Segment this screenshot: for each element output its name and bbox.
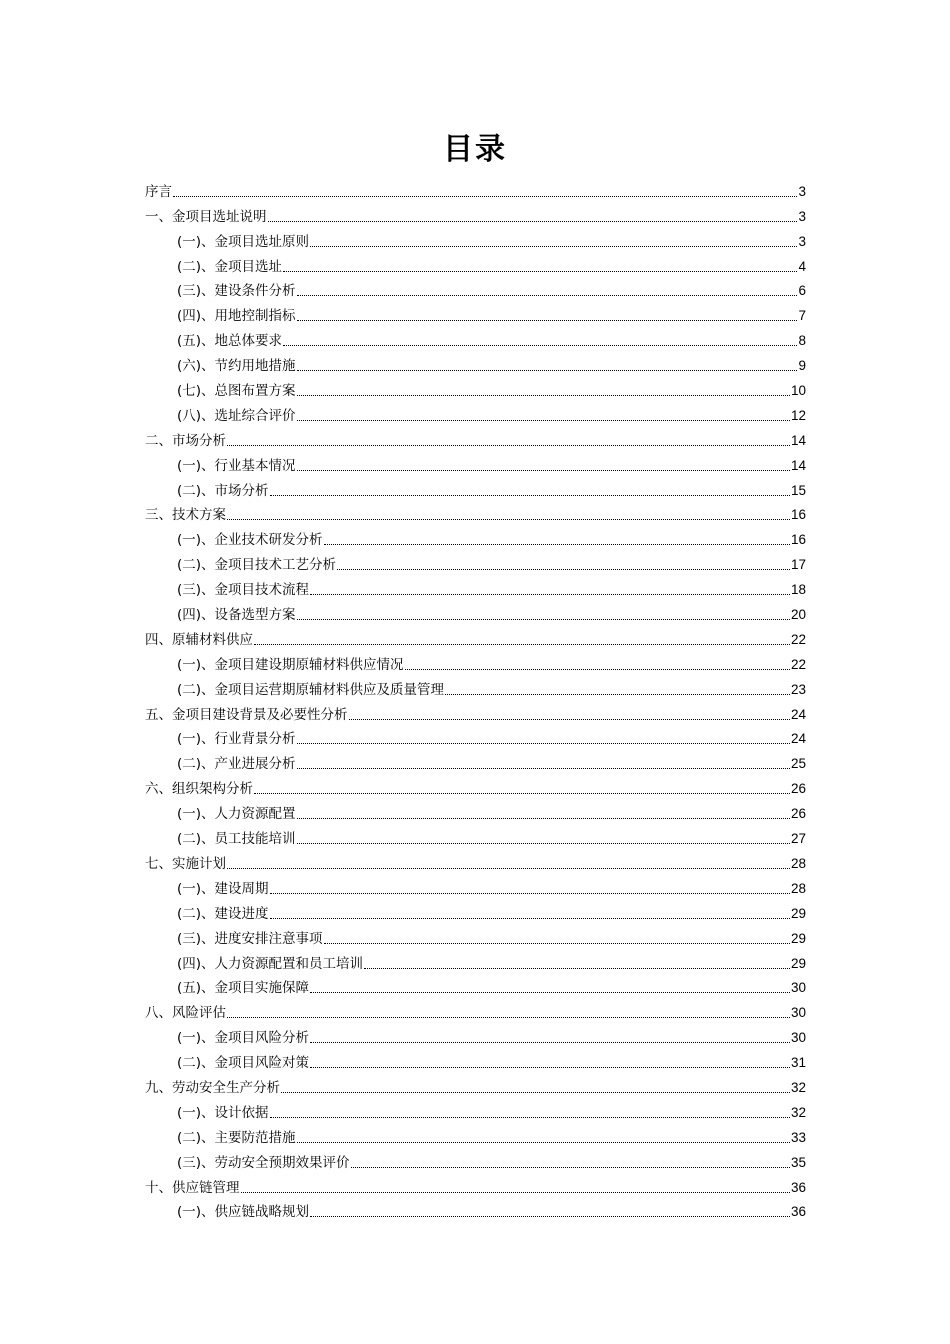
- toc-entry-label: (一)、行业基本情况: [177, 457, 296, 474]
- toc-entry-page-number: 20: [790, 607, 806, 623]
- dot-leader: [254, 644, 790, 645]
- toc-entry[interactable]: [145, 574, 806, 599]
- toc-entry[interactable]: [145, 1072, 806, 1097]
- toc-entry[interactable]: [145, 624, 806, 649]
- toc-entry-page-number: 32: [790, 1104, 806, 1120]
- toc-entry[interactable]: [145, 475, 806, 500]
- toc-entry[interactable]: [145, 1022, 806, 1047]
- dot-leader: [227, 445, 790, 446]
- toc-entry-label: (一)、建设周期: [177, 880, 269, 897]
- dot-leader: [405, 669, 790, 670]
- toc-entry[interactable]: [145, 1147, 806, 1172]
- dot-leader: [310, 246, 797, 247]
- toc-entry-page-number: 12: [790, 407, 806, 423]
- toc-entry[interactable]: [145, 450, 806, 475]
- toc-entry[interactable]: [145, 873, 806, 898]
- dot-leader: [283, 345, 797, 346]
- dot-leader: [270, 495, 790, 496]
- toc-entry-label: (四)、用地控制指标: [177, 308, 296, 325]
- toc-entry-page-number: 32: [790, 1079, 806, 1095]
- toc-entry-label: (一)、金项目建设期原辅材料供应情况: [177, 656, 404, 673]
- dot-leader: [283, 271, 797, 272]
- toc-entry-label: (一)、行业背景分析: [177, 731, 296, 748]
- toc-entry-page-number: 25: [790, 756, 806, 772]
- dot-leader: [297, 1142, 790, 1143]
- toc-entry-page-number: 28: [790, 855, 806, 871]
- dot-leader: [445, 694, 790, 695]
- toc-entry-label: 四、原辅材料供应: [145, 631, 253, 648]
- toc-entry[interactable]: [145, 973, 806, 998]
- dot-leader: [297, 743, 790, 744]
- toc-entry-page-number: 14: [790, 432, 806, 448]
- toc-entry-page-number: 3: [798, 208, 806, 224]
- toc-entry[interactable]: [145, 1172, 806, 1197]
- dot-leader: [310, 1216, 790, 1217]
- toc-entry-label: (二)、金项目运营期原辅材料供应及质量管理: [177, 681, 445, 698]
- table-of-contents: [145, 176, 806, 1221]
- toc-entry-page-number: 4: [798, 258, 806, 274]
- toc-entry-page-number: 3: [798, 183, 806, 199]
- dot-leader: [310, 594, 790, 595]
- dot-leader: [227, 1017, 790, 1018]
- toc-entry-label: (三)、建设条件分析: [177, 283, 296, 300]
- toc-entry-label: (一)、金项目风险分析: [177, 1030, 310, 1047]
- toc-entry[interactable]: [145, 599, 806, 624]
- toc-entry-label: 五、金项目建设背景及必要性分析: [145, 706, 348, 723]
- toc-entry[interactable]: [145, 425, 806, 450]
- toc-entry-label: (二)、金项目选址: [177, 258, 283, 275]
- toc-entry-label: (一)、金项目选址原则: [177, 233, 310, 250]
- toc-entry-page-number: 29: [790, 930, 806, 946]
- toc-entry-label: 一、金项目选址说明: [145, 208, 267, 225]
- toc-entry[interactable]: [145, 724, 806, 749]
- toc-entry[interactable]: [145, 176, 806, 201]
- toc-entry-label: (二)、产业进展分析: [177, 756, 296, 773]
- toc-entry[interactable]: [145, 674, 806, 699]
- dot-leader: [297, 320, 798, 321]
- toc-entry-label: (二)、主要防范措施: [177, 1129, 296, 1146]
- toc-entry[interactable]: [145, 251, 806, 276]
- dot-leader: [310, 1042, 790, 1043]
- dot-leader: [227, 519, 790, 520]
- toc-entry-label: (二)、员工技能培训: [177, 831, 296, 848]
- toc-entry[interactable]: [145, 400, 806, 425]
- toc-entry[interactable]: [145, 823, 806, 848]
- toc-entry-label: 八、风险评估: [145, 1005, 226, 1022]
- toc-entry-page-number: 24: [790, 706, 806, 722]
- toc-entry-label: (五)、地总体要求: [177, 333, 283, 350]
- toc-entry[interactable]: [145, 848, 806, 873]
- dot-leader: [270, 918, 790, 919]
- toc-entry-page-number: 30: [790, 1030, 806, 1046]
- toc-entry-page-number: 18: [790, 582, 806, 598]
- toc-entry-page-number: 24: [790, 731, 806, 747]
- toc-entry[interactable]: [145, 375, 806, 400]
- toc-entry-page-number: 26: [790, 781, 806, 797]
- dot-leader: [297, 843, 790, 844]
- toc-entry-label: (一)、供应链战略规划: [177, 1204, 310, 1221]
- toc-entry[interactable]: [145, 226, 806, 251]
- toc-entry-page-number: 16: [790, 532, 806, 548]
- toc-entry[interactable]: [145, 1097, 806, 1122]
- dot-leader: [297, 470, 790, 471]
- toc-entry-label: 九、劳动安全生产分析: [145, 1079, 280, 1096]
- toc-entry-page-number: 30: [790, 1005, 806, 1021]
- toc-entry-label: (五)、金项目实施保障: [177, 980, 310, 997]
- toc-entry-label: 六、组织架构分析: [145, 781, 253, 798]
- dot-leader: [270, 1117, 790, 1118]
- toc-entry[interactable]: [145, 798, 806, 823]
- toc-entry-label: (七)、总图布置方案: [177, 383, 296, 400]
- toc-entry-page-number: 27: [790, 831, 806, 847]
- dot-leader: [241, 1192, 790, 1193]
- toc-entry-label: (三)、劳动安全预期效果评价: [177, 1154, 350, 1171]
- toc-entry[interactable]: [145, 1197, 806, 1222]
- toc-entry-label: (三)、进度安排注意事项: [177, 930, 323, 947]
- toc-entry[interactable]: [145, 699, 806, 724]
- dot-leader: [364, 968, 790, 969]
- toc-entry-page-number: 9: [798, 358, 806, 374]
- toc-entry[interactable]: [145, 1122, 806, 1147]
- toc-entry-page-number: 8: [798, 333, 806, 349]
- dot-leader: [297, 295, 798, 296]
- toc-entry-page-number: 31: [790, 1055, 806, 1071]
- dot-leader: [281, 1092, 790, 1093]
- toc-entry[interactable]: [145, 997, 806, 1022]
- toc-entry-page-number: 15: [790, 482, 806, 498]
- toc-entry-page-number: 16: [790, 507, 806, 523]
- dot-leader: [297, 768, 790, 769]
- toc-entry-page-number: 29: [790, 905, 806, 921]
- toc-entry[interactable]: [145, 300, 806, 325]
- dot-leader: [227, 868, 790, 869]
- toc-entry-page-number: 28: [790, 880, 806, 896]
- dot-leader: [297, 619, 790, 620]
- dot-leader: [254, 793, 790, 794]
- toc-entry[interactable]: [145, 773, 806, 798]
- toc-entry-page-number: 29: [790, 955, 806, 971]
- toc-entry-page-number: 23: [790, 681, 806, 697]
- toc-entry[interactable]: [145, 350, 806, 375]
- dot-leader: [297, 395, 790, 396]
- toc-entry[interactable]: [145, 1047, 806, 1072]
- toc-entry[interactable]: [145, 549, 806, 574]
- toc-entry-page-number: 10: [790, 383, 806, 399]
- page-title: 目录: [443, 132, 507, 167]
- toc-entry[interactable]: [145, 201, 806, 226]
- toc-entry-label: (二)、金项目技术工艺分析: [177, 557, 337, 574]
- toc-entry-page-number: 26: [790, 806, 806, 822]
- toc-entry-label: (二)、建设进度: [177, 905, 269, 922]
- dot-leader: [173, 196, 797, 197]
- toc-entry-label: (一)、设计依据: [177, 1104, 269, 1121]
- dot-leader: [324, 943, 790, 944]
- toc-entry-page-number: 36: [790, 1204, 806, 1220]
- toc-entry-label: (一)、企业技术研发分析: [177, 532, 323, 549]
- toc-entry-page-number: 17: [790, 557, 806, 573]
- toc-entry-label: 二、市场分析: [145, 432, 226, 449]
- toc-entry-label: (四)、人力资源配置和员工培训: [177, 955, 364, 972]
- toc-entry-page-number: 3: [798, 233, 806, 249]
- toc-entry-label: 七、实施计划: [145, 855, 226, 872]
- toc-entry[interactable]: [145, 898, 806, 923]
- dot-leader: [270, 893, 790, 894]
- toc-entry-page-number: 33: [790, 1129, 806, 1145]
- toc-entry-label: (八)、选址综合评价: [177, 407, 296, 424]
- toc-entry[interactable]: [145, 325, 806, 350]
- toc-entry-label: (一)、人力资源配置: [177, 806, 296, 823]
- dot-leader: [297, 420, 790, 421]
- toc-entry-page-number: 22: [790, 631, 806, 647]
- dot-leader: [337, 569, 790, 570]
- toc-entry-label: 序言: [145, 183, 172, 200]
- dot-leader: [351, 1167, 790, 1168]
- toc-entry-label: (二)、市场分析: [177, 482, 269, 499]
- dot-leader: [268, 221, 798, 222]
- toc-entry-page-number: 22: [790, 656, 806, 672]
- toc-entry-page-number: 36: [790, 1179, 806, 1195]
- dot-leader: [324, 544, 790, 545]
- toc-entry-label: (三)、金项目技术流程: [177, 582, 310, 599]
- toc-entry[interactable]: [145, 500, 806, 525]
- toc-entry-label: (四)、设备选型方案: [177, 607, 296, 624]
- toc-entry-page-number: 30: [790, 980, 806, 996]
- dot-leader: [310, 1067, 790, 1068]
- toc-entry-label: (六)、节约用地措施: [177, 358, 296, 375]
- toc-entry-page-number: 35: [790, 1154, 806, 1170]
- toc-entry[interactable]: [145, 524, 806, 549]
- dot-leader: [297, 370, 798, 371]
- dot-leader: [349, 719, 790, 720]
- toc-entry-page-number: 14: [790, 457, 806, 473]
- toc-entry[interactable]: [145, 649, 806, 674]
- toc-entry-page-number: 6: [798, 283, 806, 299]
- toc-entry-label: 三、技术方案: [145, 507, 226, 524]
- dot-leader: [310, 992, 790, 993]
- toc-entry[interactable]: [145, 923, 806, 948]
- toc-entry-label: 十、供应链管理: [145, 1179, 240, 1196]
- toc-entry[interactable]: [145, 948, 806, 973]
- dot-leader: [297, 818, 790, 819]
- toc-entry-label: (二)、金项目风险对策: [177, 1055, 310, 1072]
- toc-entry[interactable]: [145, 276, 806, 301]
- toc-entry[interactable]: [145, 748, 806, 773]
- toc-entry-page-number: 7: [798, 308, 806, 324]
